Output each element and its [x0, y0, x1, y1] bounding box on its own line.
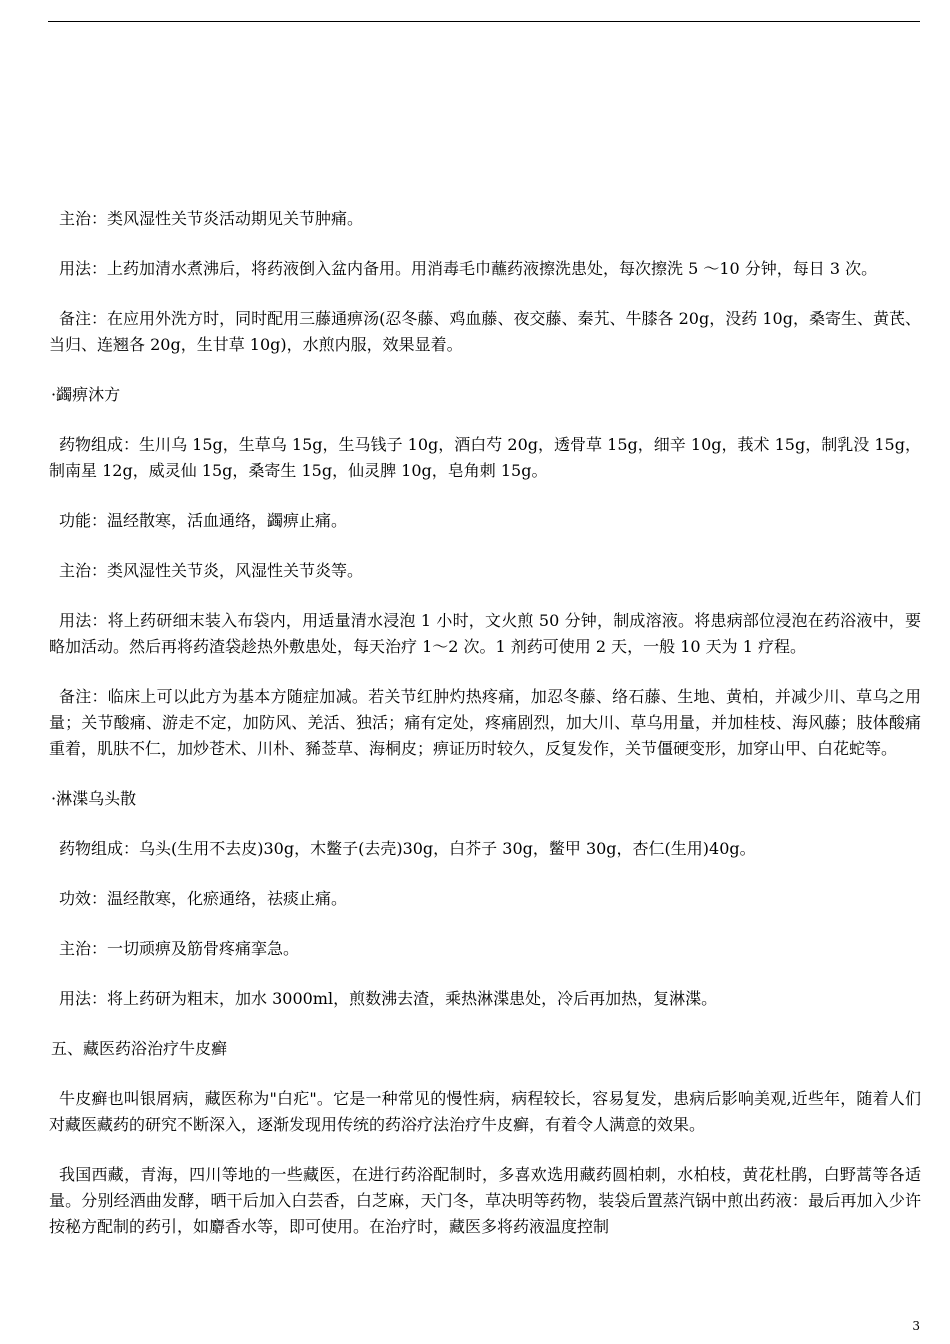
page-number: 3: [912, 1319, 920, 1333]
paragraph-function-2: 功能：温经散寒，活血通络，蠲痹止痛。: [59, 511, 348, 530]
paragraph-indications-2: 主治：类风湿性关节炎，风湿性关节炎等。: [59, 561, 364, 580]
paragraph-psoriasis-intro: 牛皮癣也叫银屑病，藏医称为"白疕"。它是一种常见的慢性病，病程较长，容易复发，患病后影响美观,近些年，随着人们对藏医藏药的研究不断深入，逐渐发现用传统的药浴疗法治疗牛皮癣，有着令人满意的效果。: [49, 1089, 921, 1134]
paragraph-efficacy-3: 功效：温经散寒，化瘀通络，祛痰止痛。: [59, 889, 348, 908]
recipe-title-juanbi: ·蠲痹沐方: [51, 385, 121, 404]
paragraph-ingredients-2: 药物组成：生川乌 15g，生草乌 15g，生马钱子 10g，酒白芍 20g，透骨草 15g，细辛 10g，莪术 15g，制乳没 15g，制南星 12g，威灵仙 15g，桑寄生 15g，仙灵脾 10g，皂角刺 15g。: [49, 435, 921, 480]
paragraph-ingredients-3: 药物组成：乌头(生用不去皮)30g，木鳖子(去壳)30g，白芥子 30g，鳖甲 30g，杏仁(生用)40g。: [59, 839, 756, 858]
paragraph-usage-2: 用法：将上药研细末装入布袋内，用适量清水浸泡 1 小时，文火煎 50 分钟，制成溶液。将患病部位浸泡在药浴液中，要略加活动。然后再将药渣袋趁热外敷患处，每天治疗 1～2 次。1 剂药可使用 2 天，一般 10 天为 1 疗程。: [49, 611, 921, 656]
paragraph-indications-3: 主治：一切顽痹及筋骨疼痛挛急。: [59, 939, 300, 958]
header-rule: [48, 21, 920, 22]
paragraph-usage-3: 用法：将上药研为粗末，加水 3000ml，煎数沸去渣，乘热淋渫患处，冷后再加热，复淋渫。: [59, 989, 718, 1008]
recipe-title-wutou: ·淋渫乌头散: [51, 789, 137, 808]
section-heading-psoriasis: 五、藏医药浴治疗牛皮癣: [51, 1039, 228, 1058]
document-body: [49, 206, 921, 1264]
paragraph-indications-1: 主治：类风湿性关节炎活动期见关节肿痛。: [59, 209, 364, 228]
paragraph-notes-1: 备注：在应用外洗方时，同时配用三藤通痹汤(忍冬藤、鸡血藤、夜交藤、秦艽、牛膝各 20g，没药 10g，桑寄生、黄芪、当归、连翘各 20g，生甘草 10g)，水煎内服，效果显着。: [49, 309, 921, 354]
paragraph-tibetan-bath: 我国西藏，青海，四川等地的一些藏医，在进行药浴配制时，多喜欢选用藏药圆柏刺，水柏枝，黄花杜鹃，白野蒿等各适量。分别经酒曲发酵，晒干后加入白芸香，白芝麻，天门冬，草决明等药物，装袋后置蒸汽锅中煎出药液：最后再加入少许按秘方配制的药引，如麝香水等，即可使用。在治疗时，藏医多将药液温度控制: [49, 1165, 921, 1236]
paragraph-notes-2: 备注：临床上可以此方为基本方随症加减。若关节红肿灼热疼痛，加忍冬藤、络石藤、生地、黄柏，并减少川、草乌之用量；关节酸痛、游走不定，加防风、羌活、独活；痛有定处，疼痛剧烈，加大川、草乌用量，并加桂枝、海风藤；肢体酸痛重着，肌肤不仁，加炒苍术、川朴、豨莶草、海桐皮；痹证历时较久，反复发作，关节僵硬变形，加穿山甲、白花蛇等。: [49, 687, 921, 758]
paragraph-usage-1: 用法：上药加清水煮沸后，将药液倒入盆内备用。用消毒毛巾蘸药液擦洗患处，每次擦洗 5 ～10 分钟，每日 3 次。: [59, 259, 878, 278]
